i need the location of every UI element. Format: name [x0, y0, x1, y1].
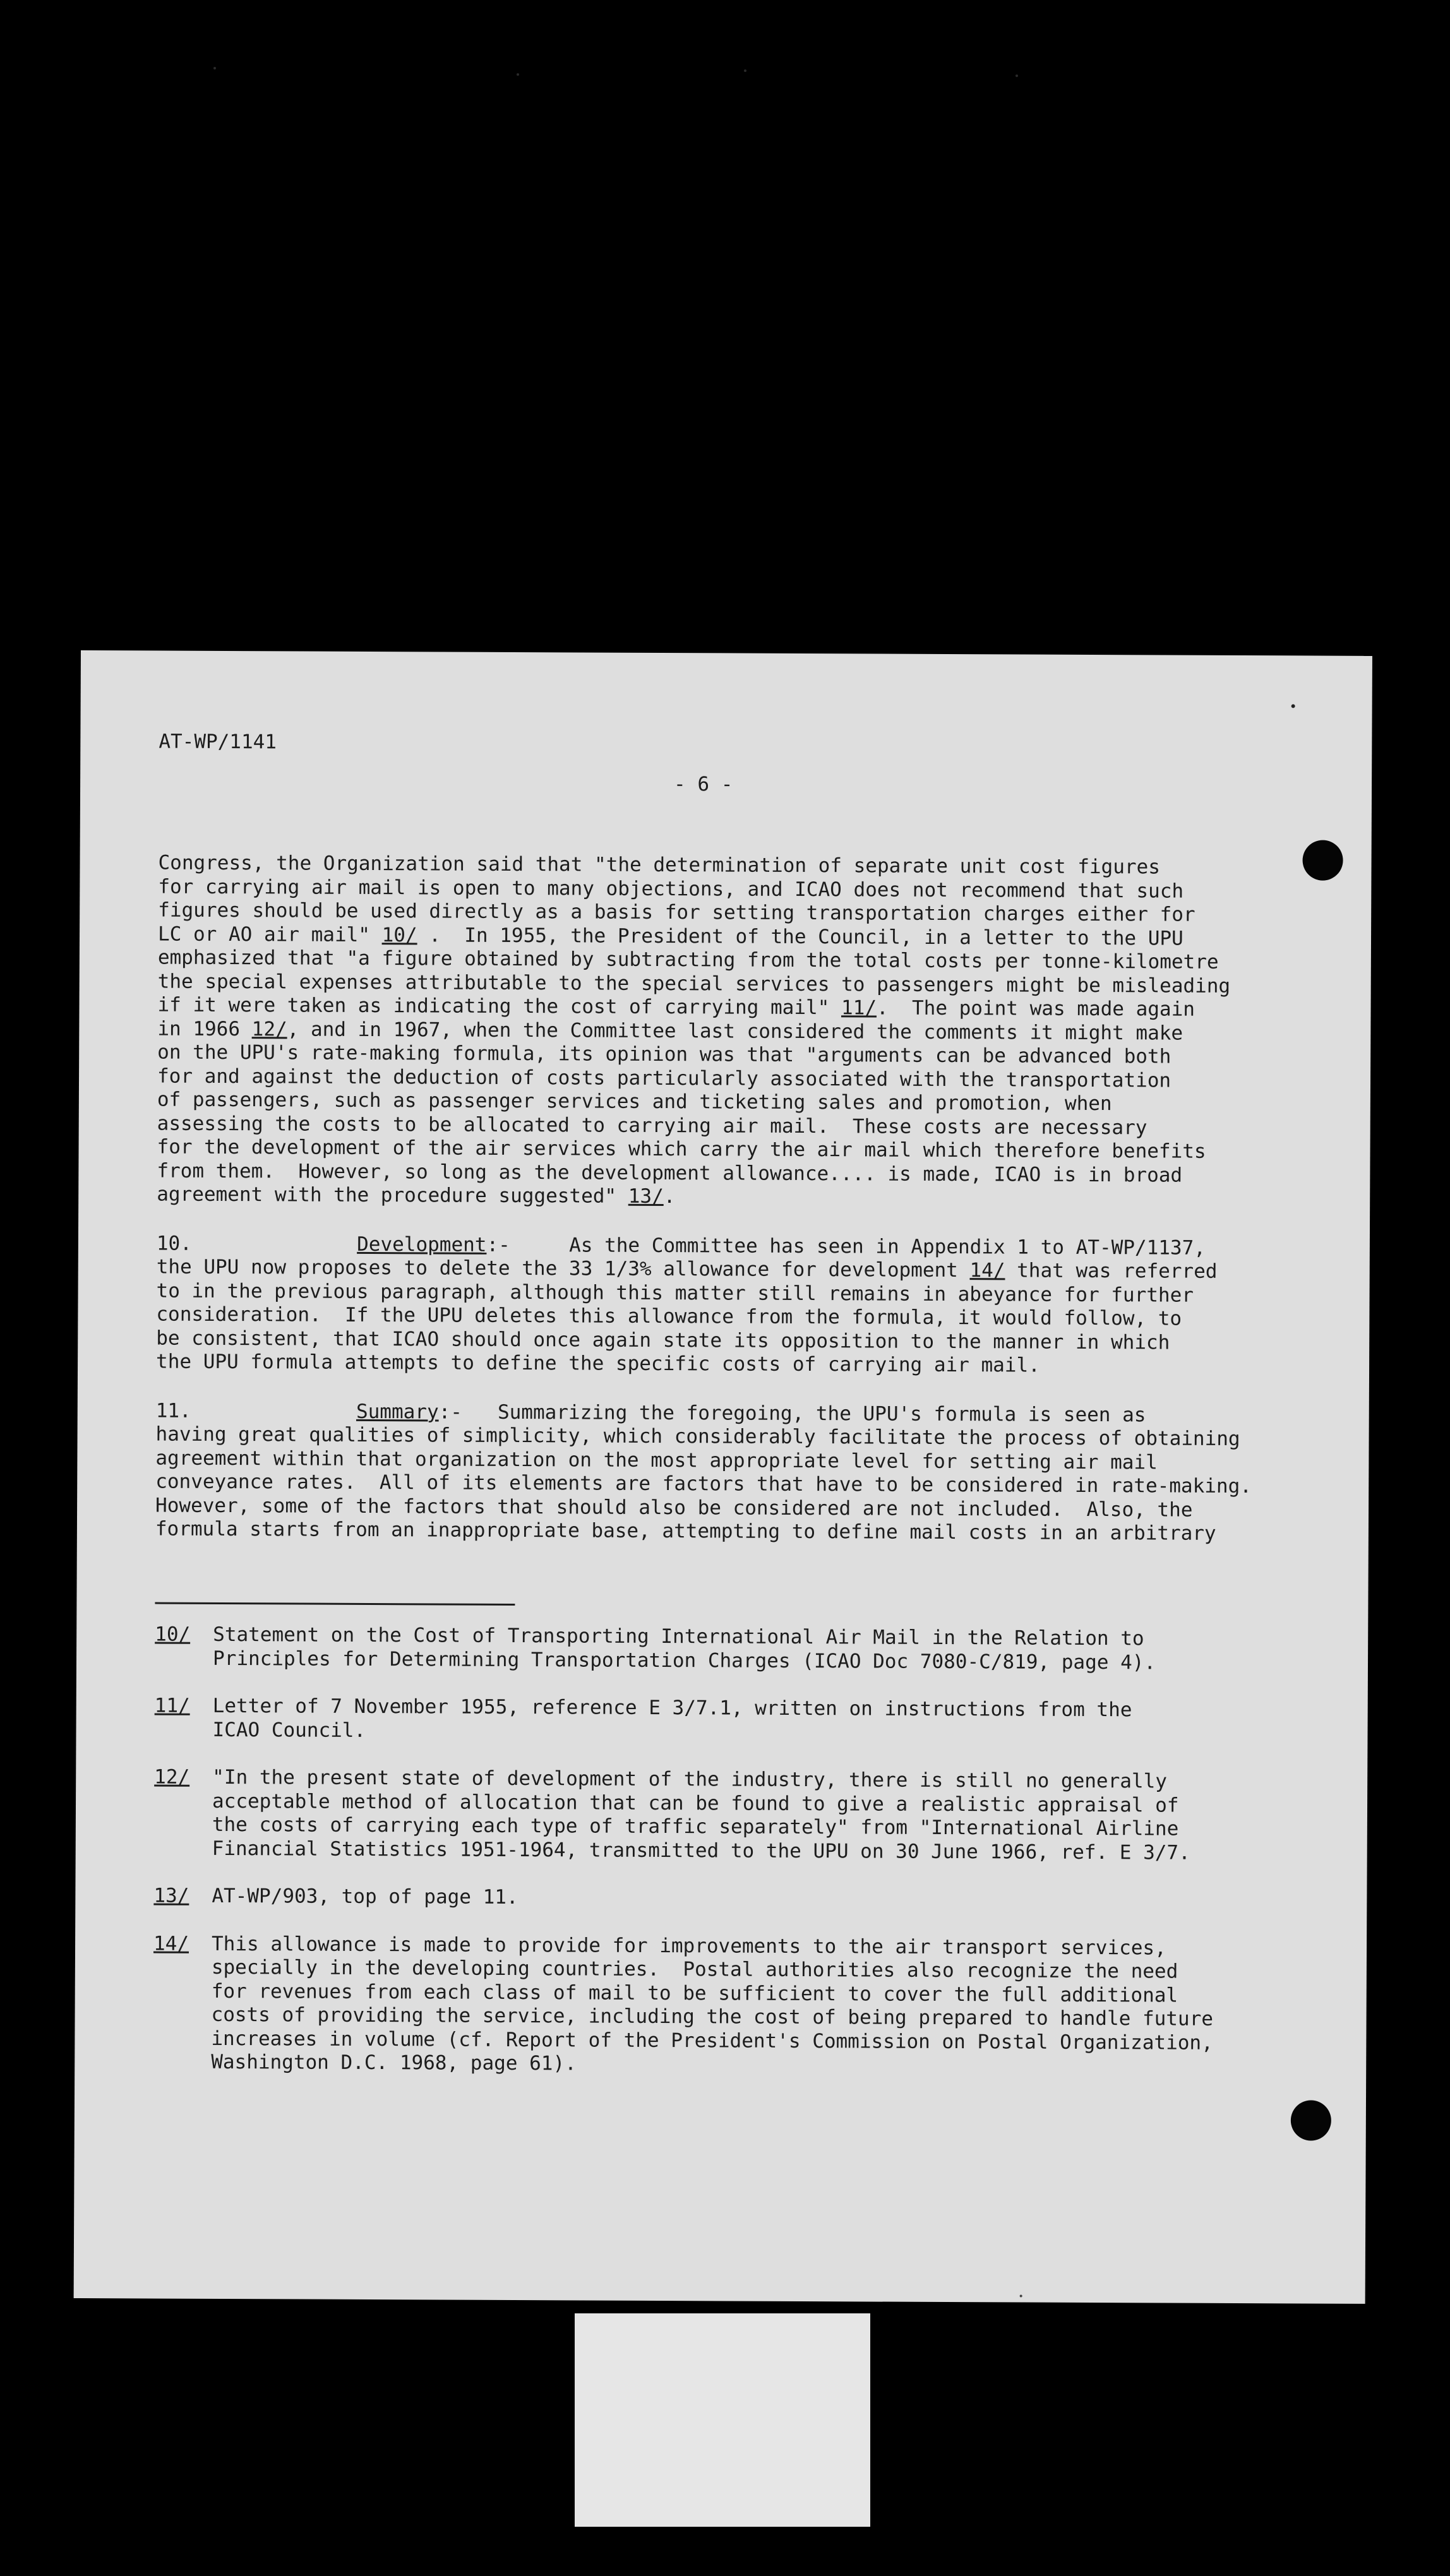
text-line: LC or AO air mail" 10/ . In 1955, the President of the Council, in a letter to the UPU: [157, 922, 1183, 950]
footnote-separator: [155, 1602, 515, 1606]
footnote-line: Principles for Determining Transportation Charges (ICAO Doc 7080-C/819, page 4).: [212, 1647, 1156, 1674]
footnote-line: This allowance is made to provide for improvements to the air transport services,: [211, 1932, 1166, 1960]
text-line: figures should be used directly as a basis for setting transportation charges either for: [158, 898, 1195, 926]
text-line: be consistent, that ICAO should once again state its opposition to the manner in which: [156, 1327, 1170, 1354]
footnote-line: AT-WP/903, top of page 11.: [212, 1884, 518, 1909]
footnote-line: "In the present state of development of the industry, there is still no generally: [212, 1765, 1168, 1793]
footnote-text: [211, 1932, 1309, 2079]
underlined-reference: 14/: [969, 1259, 1005, 1282]
text-line: if it were taken as indicating the cost of carrying mail" 11/. The point was made again: [157, 993, 1195, 1021]
footnote-line: ICAO Council.: [212, 1718, 366, 1742]
text-line: emphasized that "a figure obtained by subtracting from the total costs per tonne-kilometre: [157, 946, 1219, 974]
paragraph-intro: [157, 852, 1314, 1212]
footnote-line: for revenues from each class of mail to be sufficient to cover the full additional: [211, 1979, 1178, 2007]
text-line: However, some of the factors that should also be considered are not included. Also, the: [155, 1494, 1193, 1522]
footnote-line: increases in volume (cf. Report of the President's Commission on Postal Organization,: [211, 2027, 1213, 2054]
text-line: agreement within that organization on the most appropriate level for setting air mail: [155, 1446, 1158, 1474]
footnote-mark: 12/: [154, 1765, 190, 1789]
text-line: to in the previous paragraph, although this matter still remains in abeyance for further: [156, 1279, 1194, 1307]
text-line: from them. However, so long as the development allowance.... is made, ICAO is in broad: [157, 1159, 1183, 1187]
text-line: 11. Summary:- Summarizing the foregoing, the UPU's formula is seen as: [155, 1399, 1146, 1426]
footnote-line: Financial Statistics 1951-1964, transmitted to the UPU on 30 June 1966, ref. E 3/7.: [212, 1837, 1190, 1864]
footnote-line: Statement on the Cost of Transporting International Air Mail in the Relation to: [213, 1623, 1144, 1650]
footnotes: [153, 1623, 1310, 2103]
text-line: having great qualities of simplicity, which considerably facilitate the process of obtaining: [155, 1422, 1240, 1451]
text-line: in 1966 12/, and in 1967, when the Committee last considered the comments it might make: [157, 1017, 1183, 1045]
underlined-reference: 13/: [628, 1184, 664, 1208]
text-line: Congress, the Organization said that "the determination of separate unit cost figures: [158, 851, 1161, 879]
footnote-text: [212, 1885, 1309, 1913]
text-line: conveyance rates. All of its elements are factors that have to be considered in rate-making.: [155, 1470, 1252, 1498]
text-line: agreement with the procedure suggested" 13/.: [157, 1183, 676, 1208]
text-line: 10. Development:- As the Committee has seen in Appendix 1 to AT-WP/1137,: [156, 1232, 1206, 1260]
paragraph-11: [155, 1399, 1312, 1546]
body-text: [155, 852, 1314, 1546]
text-line: for and against the deduction of costs particularly associated with the transportation: [157, 1064, 1171, 1092]
footnote-mark: 13/: [153, 1884, 189, 1907]
text-line: formula starts from an inappropriate base, attempting to define mail costs in an arbitrary: [155, 1517, 1216, 1545]
text-line: the UPU formula attempts to define the specific costs of carrying air mail.: [156, 1350, 1040, 1377]
footnote-text: [213, 1623, 1310, 1676]
text-line: consideration. If the UPU deletes this allowance from the formula, it would follow, to: [156, 1303, 1182, 1330]
document-page: [74, 650, 1372, 2304]
footnote-line: costs of providing the service, including the cost of being prepared to handle future: [211, 2003, 1214, 2030]
underlined-reference: Development: [357, 1232, 487, 1256]
footnote-mark: 10/: [155, 1623, 191, 1646]
text-line: the special expenses attributable to the special services to passengers might be misleading: [157, 970, 1231, 998]
underlined-reference: 10/: [381, 923, 417, 946]
underlined-reference: 12/: [251, 1017, 287, 1041]
text-line: on the UPU's rate-making formula, its opinion was that "arguments can be advanced both: [157, 1041, 1171, 1068]
scan-noise: [0, 0, 1450, 253]
footnote-text: [212, 1766, 1310, 1866]
underlined-reference: 11/: [841, 996, 877, 1020]
footnote-12: [154, 1766, 1310, 1866]
underlined-reference: Summary: [356, 1400, 439, 1423]
footnote-text: [212, 1695, 1310, 1747]
text-line: of passengers, such as passenger services and ticketing sales and promotion, when: [157, 1088, 1112, 1116]
text-line: the UPU now proposes to delete the 33 1/3% allowance for development 14/ that was referred: [156, 1255, 1218, 1283]
footnote-line: the costs of carrying each type of traffic separately" from "International Airline: [212, 1813, 1179, 1840]
punch-hole-top: [1302, 840, 1343, 880]
blank-paper-slip: [575, 2313, 870, 2527]
text-line: assessing the costs to be allocated to carrying air mail. These costs are necessary: [157, 1112, 1147, 1139]
document-reference: AT-WP/1141: [159, 730, 277, 754]
text-line: for carrying air mail is open to many objections, and ICAO does not recommend that such: [158, 875, 1184, 903]
footnote-line: acceptable method of allocation that can be found to give a realistic appraisal of: [212, 1789, 1179, 1817]
punch-hole-bottom: [1291, 2100, 1331, 2140]
footnote-mark: 11/: [154, 1694, 190, 1717]
footnote-line: specially in the developing countries. Postal authorities also recognize the need: [211, 1955, 1178, 1983]
paragraph-10: [156, 1232, 1312, 1379]
footnote-13: [153, 1885, 1309, 1913]
footnote-line: Letter of 7 November 1955, reference E 3/7.1, written on instructions from the: [212, 1694, 1132, 1722]
footnote-line: Washington D.C. 1968, page 61).: [211, 2050, 577, 2075]
text-line: for the development of the air services which carry the air mail which therefore benefits: [157, 1135, 1206, 1163]
footnote-14: [153, 1932, 1309, 2079]
footnote-10: [155, 1623, 1310, 1676]
footnote-mark: 14/: [153, 1932, 189, 1955]
footnote-11: [154, 1695, 1310, 1747]
page-number: - 6 -: [674, 773, 733, 796]
